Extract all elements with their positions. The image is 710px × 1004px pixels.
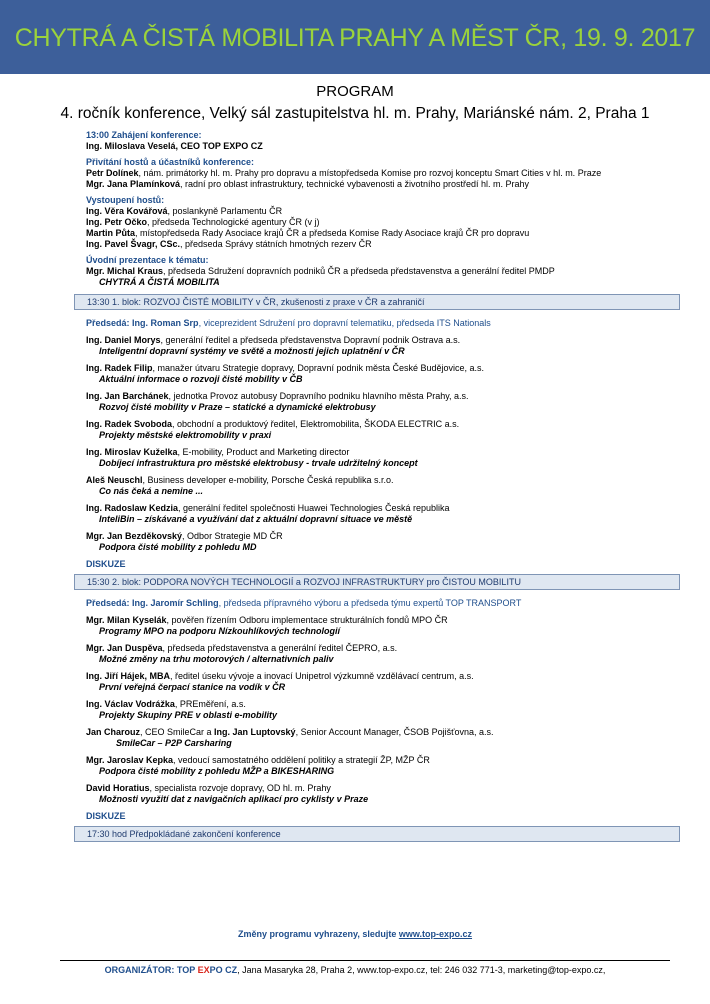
chair-label: Předsedá: [86,318,130,328]
speaker-item [86,783,686,805]
speaker-topic: InteliBin – získávané a využívání dat z aktuální dopravní situace ve městě [99,514,413,524]
person-desc: , místopředseda Rady Asociace krajů ČR a předseda Komise Rady Asociace krajů ČR pro dopravu [135,228,530,238]
speaker-desc: , Odbor Strategie MD ČR [182,531,283,541]
speaker-topic: První veřejná čerpací stanice na vodík v ČR [99,682,286,692]
program-note [0,929,710,939]
speaker-name: Aleš Neuschl [86,475,143,485]
speaker-desc: , jednotka Provoz autobusy Dopravního podniku hlavního města Prahy, a.s. [168,391,469,401]
conference-title: CHYTRÁ A ČISTÁ MOBILITA PRAHY A MĚST ČR, 19. 9. 2017 [14,24,696,52]
speaker-desc: , pověřen řízením Odboru implementace strukturálních fondů MPO ČR [166,615,448,625]
speaker-desc: , specialista rozvoje dopravy, OD hl. m. Prahy [149,783,331,793]
welcome-person [86,179,686,190]
organizer-accent: EX [197,965,210,975]
welcome-section [86,157,686,190]
speaker-topic: Podpora čisté mobility z pohledu MŽP a BIKESHARING [99,766,335,776]
speaker-desc: , ředitel úseku vývoje a inovací Unipetrol výzkumně vzdělávací centrum, a.s. [170,671,474,681]
speaker-name: Jan Charouz [86,727,141,737]
program-subtitle: 4. ročník konference, Velký sál zastupitelstva hl. m. Prahy, Mariánské nám. 2, Praha 1 [60,105,650,122]
person-name: Ing. Pavel Švagr, CSc. [86,239,181,249]
guest-person [86,239,686,250]
opening-section [86,130,686,152]
organizer-contact: , Jana Masaryka 28, Praha 2, www.top-expo.cz, tel: 246 032 771-3, marketing@top-expo.cz, [237,965,606,975]
person-desc: , nám. primátorky hl. m. Prahy pro dopravu a místopředseda Komise pro rozvoj konceptu Smart Cities v hl. m. Praze [138,168,602,178]
person-desc: , předseda Sdružení dopravních podniků ČR a předseda představenstva a generální ředitel PMDP [163,266,555,276]
program-content [86,130,686,850]
block2-bar: 15:30 2. blok: PODPORA NOVÝCH TECHNOLOGIÍ a ROZVOJ INFRASTRUKTURY pro ČISTOU MOBILITU [74,574,680,590]
speaker-topic: Aktuální informace o rozvoji čisté mobility v ČB [99,374,303,384]
program-title: PROGRAM [316,83,394,100]
speaker-desc: , PREměření, a.s. [174,699,246,709]
person-desc: , radní pro oblast infrastruktury, technické vybavenosti a životního prostředí hl. m. Prahy [180,179,530,189]
chair-desc: , viceprezident Sdružení pro dopravní telematiku, předseda ITS Nationals [198,318,491,328]
block1-bar: 13:30 1. blok: ROZVOJ ČISTÉ MOBILITY v ČR, zkušenosti z praxe v ČR a zahraničí [74,294,680,310]
block2-chair [86,598,686,609]
welcome-heading: Přivítání hostů a účastníků konference: [86,157,255,167]
speaker-name: Ing. Jiří Hájek, MBA [86,671,171,681]
organizer-label: ORGANIZÁTOR: TOP [104,965,198,975]
website-link[interactable]: www.top-expo.cz [398,929,473,939]
person-name: Mgr. Jana Plamínková [86,179,181,189]
opening-heading: 13:00 Zahájení konference: [86,130,202,140]
speaker-name: Mgr. Jaroslav Kepka [86,755,174,765]
speaker-item [86,755,686,777]
guest-person [86,217,686,228]
chair-name: Ing. Roman Srp [132,318,199,328]
intro-section [86,255,686,288]
speaker-name: Ing. Václav Vodrážka [86,699,175,709]
speaker-item [86,727,686,749]
speaker-item [86,503,686,525]
intro-heading: Úvodní prezentace k tématu: [86,255,209,265]
closing-bar: 17:30 hod Předpokládané zakončení konference [74,826,680,842]
speaker-item [86,671,686,693]
block2-discussion: DISKUZE [86,811,126,821]
chair-desc: , předseda přípravného výboru a předseda týmu expertů TOP TRANSPORT [218,598,522,608]
speaker-name: Ing. Miroslav Kuželka [86,447,178,457]
speaker-topic: Programy MPO na podporu Nízkouhlíkových technologií [99,626,341,636]
speaker-item [86,447,686,469]
speaker-name-2: Ing. Jan Luptovský [214,727,296,737]
guest-person [86,206,686,217]
person-name: Ing. Věra Kovářová [86,206,168,216]
guests-heading: Vystoupení hostů: [86,195,165,205]
speaker-name: Mgr. Jan Duspěva [86,643,163,653]
header-banner [0,0,710,74]
speaker-desc-2: , Senior Account Manager, ČSOB Pojišťovna, a.s. [295,727,494,737]
speaker-desc: , Business developer e-mobility, Porsche Česká republika s.r.o. [142,475,394,485]
opening-speaker: Ing. Miloslava Veselá, CEO TOP EXPO CZ [86,141,263,151]
speaker-desc: , manažer útvaru Strategie dopravy, Dopravní podnik města České Budějovice, a.s. [152,363,485,373]
speaker-item [86,699,686,721]
person-desc: , poslankyně Parlamentu ČR [167,206,283,216]
speaker-name: Ing. Jan Barchánek [86,391,169,401]
speaker-desc: , vedoucí samostatného oddělení politiky a strategií ŽP, MŽP ČR [173,755,430,765]
speaker-item [86,419,686,441]
speaker-name: Ing. Radek Svoboda [86,419,173,429]
speaker-name: Mgr. Jan Bezděkovský [86,531,183,541]
person-name: Ing. Petr Očko [86,217,148,227]
speaker-topic: Projekty městské elektromobility v praxi [99,430,272,440]
speaker-item [86,643,686,665]
speaker-desc: , E-mobility, Product and Marketing director [177,447,350,457]
speaker-item [86,335,686,357]
speaker-name: Ing. Radek Filip [86,363,153,373]
speaker-name: David Horatius [86,783,150,793]
organizer-name: PO CZ [209,965,238,975]
speaker-item [86,531,686,553]
speaker-topic: Dobíjecí infrastruktura pro městské elektrobusy - trvale udržitelný koncept [99,458,418,468]
block1-discussion: DISKUZE [86,559,126,569]
person-name: Martin Půta [86,228,136,238]
speaker-name: Mgr. Milan Kyselák [86,615,167,625]
block1-chair [86,318,686,329]
footer-divider [60,960,670,961]
speaker-item [86,475,686,497]
speaker-desc: , předseda představenstva a generální ředitel ČEPRO, a.s. [162,643,398,653]
guests-section [86,195,686,250]
speaker-topic: Rozvoj čisté mobility v Praze – statické a dynamické elektrobusy [99,402,376,412]
speaker-topic: SmileCar – P2P Carsharing [116,738,232,748]
intro-person [86,266,686,277]
speaker-topic: Inteligentní dopravní systémy ve světě a možnosti jejich uplatnění v ČR [99,346,405,356]
speaker-item [86,363,686,385]
person-desc: , předseda Správy státních hmotných rezerv ČR [180,239,372,249]
speaker-desc: , obchodní a produktový ředitel, Elektromobilita, ŠKODA ELECTRIC a.s. [172,419,460,429]
speaker-topic: Možné změny na trhu motorových / alternativních paliv [99,654,334,664]
speaker-topic: Možnosti využití dat z navigačních aplikací pro cyklisty v Praze [99,794,369,804]
footer [0,965,710,975]
welcome-person [86,168,686,179]
speaker-topic: Co nás čeká a nemine ... [99,486,204,496]
speaker-desc: , generální ředitel společnosti Huawei Technologies Česká republika [178,503,450,513]
speaker-topic: Podpora čisté mobility z pohledu MD [99,542,257,552]
chair-label: Předsedá: [86,598,130,608]
intro-topic: CHYTRÁ A ČISTÁ MOBILITA [99,277,220,287]
speaker-desc: , generální ředitel a předseda představenstva Dopravní podnik Ostrava a.s. [160,335,461,345]
note-text: Změny programu vyhrazeny, sledujte [237,929,399,939]
person-desc: , předseda Technologické agentury ČR (v j) [147,217,320,227]
guest-person [86,228,686,239]
person-name: Mgr. Michal Kraus [86,266,164,276]
person-name: Petr Dolínek [86,168,139,178]
speaker-name: Ing. Daniel Morys [86,335,161,345]
speaker-item [86,391,686,413]
speaker-topic: Projekty Skupiny PRE v oblasti e-mobility [99,710,278,720]
chair-name: Ing. Jaromír Schling [132,598,219,608]
speaker-name: Ing. Radoslaw Kedzia [86,503,179,513]
speaker-item [86,615,686,637]
speaker-desc: , CEO SmileCar a [140,727,215,737]
